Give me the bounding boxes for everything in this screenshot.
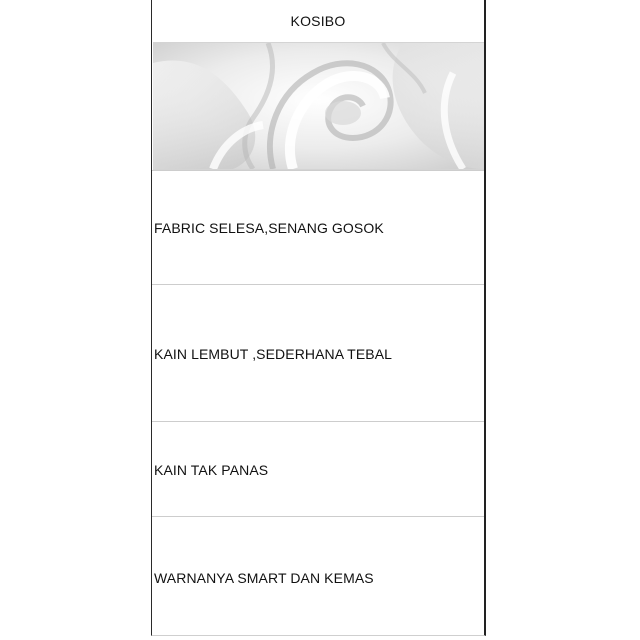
feature-not-hot: KAIN TAK PANAS — [154, 462, 269, 478]
divider — [152, 284, 484, 285]
feature-soft-fabric: KAIN LEMBUT ,SEDERHANA TEBAL — [154, 346, 393, 362]
product-info-card — [151, 0, 486, 636]
fabric-photo-icon — [153, 43, 484, 169]
divider — [152, 421, 484, 422]
feature-smart-color: WARNANYA SMART DAN KEMAS — [154, 570, 374, 586]
brand-title: KOSIBO — [290, 13, 346, 29]
fabric-image — [153, 42, 484, 170]
divider — [152, 516, 484, 517]
feature-fabric-comfort: FABRIC SELESA,SENANG GOSOK — [154, 220, 384, 236]
divider — [152, 170, 484, 171]
